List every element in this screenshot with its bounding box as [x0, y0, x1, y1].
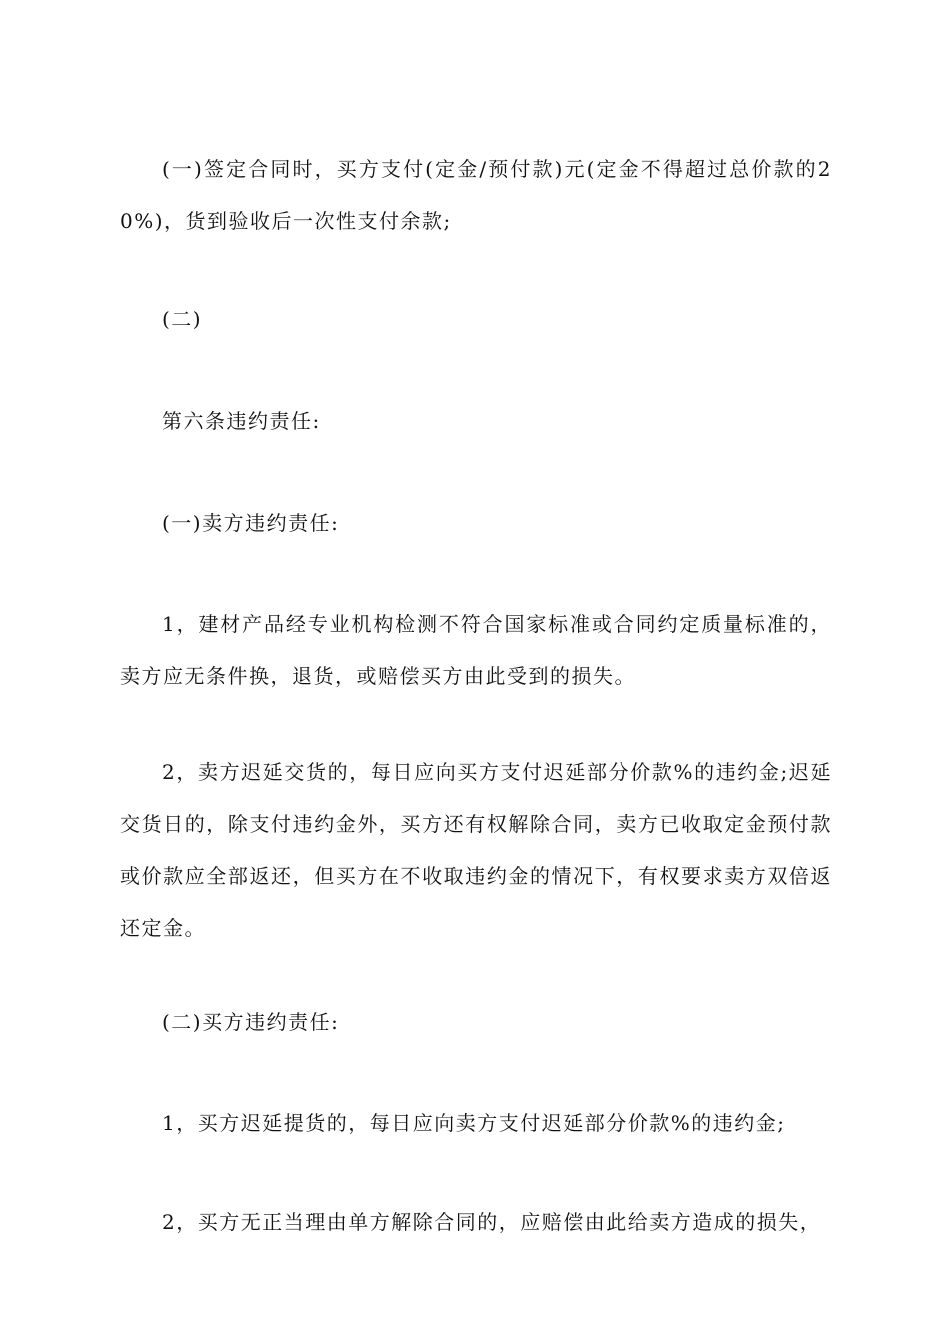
seller-liability-item-2: 2，卖方迟延交货的，每日应向买方支付迟延部分价款%的违约金;迟延交货日的，除支付违约金外，买方还有权解除合同，卖方已收取定金预付款或价款应全部返还，但买方在不收取违约金的情况下，有权要求卖方双倍返还定金。	[120, 760, 832, 940]
buyer-liability-item-2: 2，买方无正当理由单方解除合同的，应赔偿由此给卖方造成的损失，	[162, 1210, 822, 1234]
seller-liability-item-1: 1，建材产品经专业机构检测不符合国家标准或合同约定质量标准的，卖方应无条件换，退货，或赔偿买方由此受到的损失。	[120, 612, 832, 688]
paragraph-payment-second: (二)	[162, 307, 203, 331]
paragraph-payment-first: (一)签定合同时，买方支付(定金/预付款)元(定金不得超过总价款的20%)，货到验收后一次性支付余款;	[120, 157, 832, 233]
article-six-heading: 第六条违约责任:	[162, 409, 321, 433]
buyer-liability-item-1: 1，买方迟延提货的，每日应向卖方支付迟延部分价款%的违约金;	[162, 1111, 786, 1135]
seller-liability-heading: (一)卖方违约责任:	[162, 511, 340, 535]
buyer-liability-heading: (二)买方违约责任:	[162, 1010, 340, 1034]
